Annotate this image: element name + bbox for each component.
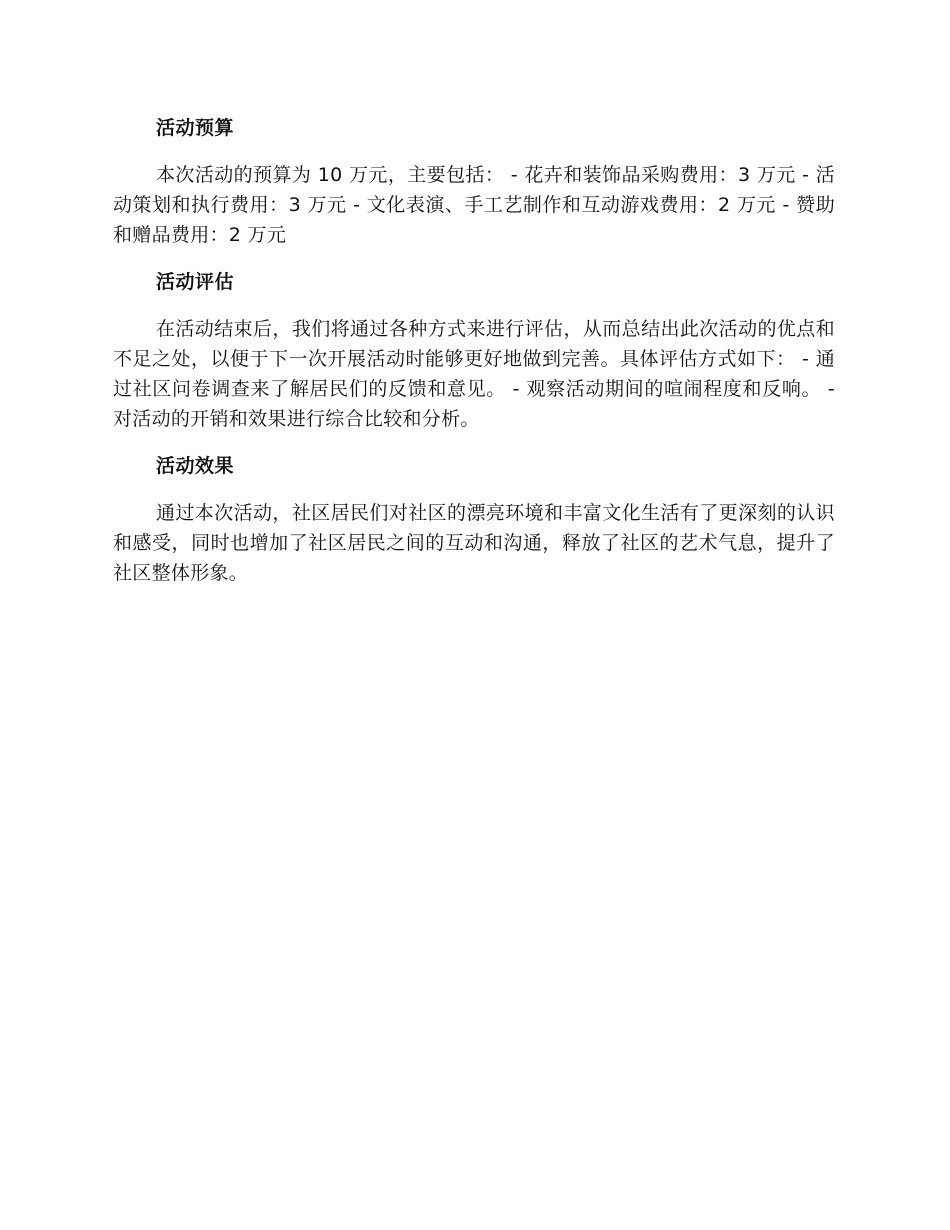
section-body: 本次活动的预算为 10 万元，主要包括： - 花卉和装饰品采购费用：3 万元 - 活动策划和执行费用：3 万元 - 文化表演、手工艺制作和互动游戏费用：2 万元 - 赞助和赠品费用：2 万元 xyxy=(113,164,835,246)
section-evaluation xyxy=(113,266,835,434)
section-heading: 活动评估 xyxy=(156,271,235,293)
section-heading: 活动预算 xyxy=(156,117,235,139)
document-page xyxy=(113,112,835,604)
section-effect xyxy=(113,450,835,588)
section-heading: 活动效果 xyxy=(156,455,235,477)
section-body: 通过本次活动，社区居民们对社区的漂亮环境和丰富文化生活有了更深刻的认识和感受，同时也增加了社区居民之间的互动和沟通，释放了社区的艺术气息，提升了社区整体形象。 xyxy=(113,502,835,584)
section-budget xyxy=(113,112,835,250)
section-body: 在活动结束后，我们将通过各种方式来进行评估，从而总结出此次活动的优点和不足之处，以便于下一次开展活动时能够更好地做到完善。具体评估方式如下： - 通过社区问卷调查来了解居民们的反馈和意见。 - 观察活动期间的喧闹程度和反响。 - 对活动的开销和效果进行综合比较和分析。 xyxy=(113,318,835,430)
